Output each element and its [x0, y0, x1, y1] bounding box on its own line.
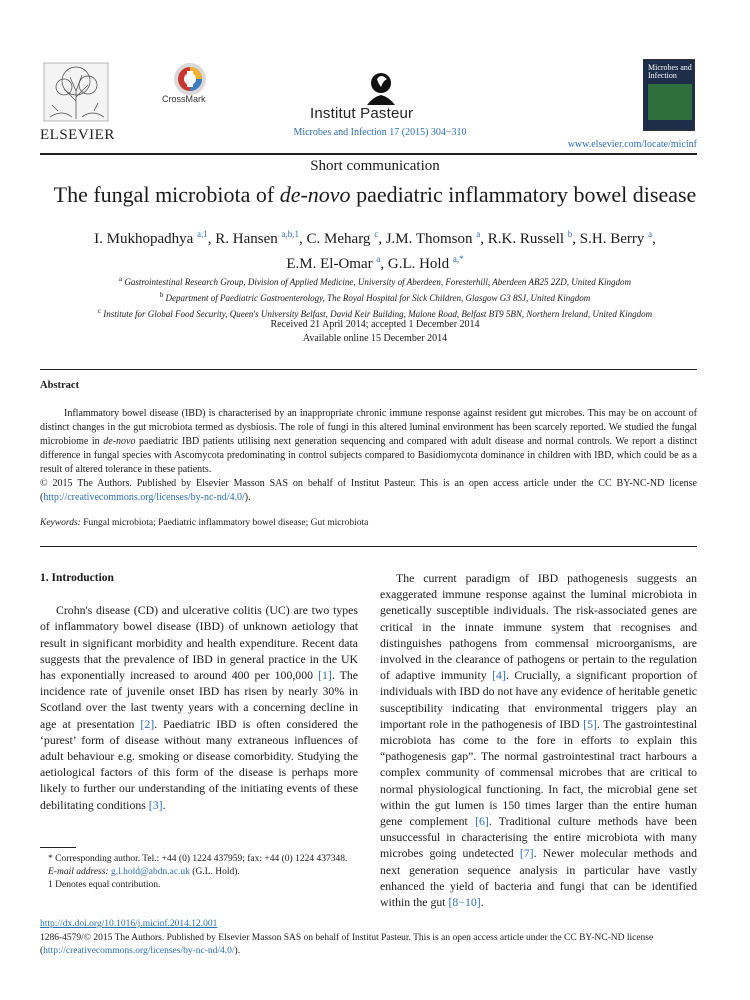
elsevier-tree-icon: [42, 61, 110, 123]
affiliation-sup: a: [119, 275, 123, 283]
elsevier-logo[interactable]: [40, 61, 115, 143]
body-text: . The incidence rate of juvenile onset IBD has risen by nearly 30% in Scotland over the last twenty years with a concerning decline in age at presentation: [40, 668, 358, 731]
author[interactable]: [388, 256, 464, 272]
equal-contribution-note: 1 Denotes equal contribution.: [48, 880, 161, 890]
journal-header: [40, 55, 697, 155]
author-sep: ,: [380, 256, 388, 272]
author-sup[interactable]: a,1: [197, 229, 208, 239]
received-date: Received 21 April 2014; accepted 1 December 2014: [270, 319, 480, 330]
body-text: . Traditional culture methods have been unsuccessful in characterising the entire microbiota with many microbes going undetected: [380, 814, 698, 861]
author-name: J.M. Thomson: [385, 231, 473, 247]
author-name: I. Mukhopadhya: [94, 231, 194, 247]
author[interactable]: [94, 231, 208, 247]
abstract-top-rule: [40, 369, 697, 370]
body-text: . The gastrointestinal microbiota has come to the fore in efforts to explain this “pathogenesis gap”. The normal gastrointestinal tract harbours a complex community of commensal microbes that are critical to normal physiological functioning. In fact, the microbial gene set within the gut lumen is 150 times larger than the entire human gene complement: [380, 716, 697, 829]
author-list: [50, 224, 700, 274]
author[interactable]: [488, 231, 573, 247]
citation-link[interactable]: [4]: [492, 668, 506, 683]
author-sup[interactable]: b: [567, 229, 573, 239]
crossmark-icon: [172, 61, 208, 97]
author-name: G.L. Hold: [387, 256, 450, 272]
author-name: S.H. Berry: [579, 231, 645, 247]
section-heading-introduction: 1. Introduction: [40, 572, 114, 584]
author[interactable]: [286, 256, 380, 272]
elsevier-wordmark: ELSEVIER: [40, 127, 115, 143]
author-name: C. Meharg: [306, 231, 371, 247]
cover-image: [648, 84, 692, 120]
corresponding-author-note: * Corresponding author. Tel.: +44 (0) 1224 437959; fax: +44 (0) 1224 437348.: [48, 854, 348, 864]
title-part: The fungal microbiota of: [53, 182, 280, 207]
abstract-paragraph: [40, 407, 697, 477]
issn-copyright: [40, 932, 700, 958]
affiliation-sup: b: [159, 291, 164, 299]
author-sep: ,: [480, 231, 488, 247]
author-sup[interactable]: c: [374, 229, 379, 239]
license-link[interactable]: http://creativecommons.org/licenses/by-nc-nd/4.0/: [43, 492, 245, 503]
author-name: R. Hansen: [215, 231, 278, 247]
body-text: The current paradigm of IBD pathogenesis suggests an exaggerated immune response against the luminal microbiota in genetically susceptible individuals. The risk-associated genes are critical in the innate immune system that recognises and distinguishes pathogens from commensal microorganisms, are involved in the clearance of pathogens or pertain to the regulation of adaptive immunity: [380, 571, 697, 683]
article-dates: [0, 318, 750, 346]
abstract-bottom-rule: [40, 546, 697, 547]
body-column-right: [380, 570, 697, 910]
footnote-rule: [40, 847, 76, 848]
author-name: R.K. Russell: [487, 231, 565, 247]
header-divider: [40, 153, 697, 155]
affiliation: [40, 289, 710, 305]
author[interactable]: [386, 231, 481, 247]
author-sep: ,: [572, 231, 580, 247]
cover-title: Microbes and Infection: [648, 63, 692, 80]
body-text: Crohn's disease (CD) and ulcerative colitis (UC) are two types of inflammatory bowel disease (IBD) of unknown aetiology that result in significant morbidity and health expenditure. Recent data suggests that the prevalence of IBD in general practice in the UK has exponentially increased to around 400 per 100,000: [40, 603, 358, 683]
abstract-heading: Abstract: [40, 380, 80, 391]
institut-pasteur-wordmark: Institut Pasteur: [310, 105, 414, 122]
crossmark-label: CrossMark: [162, 94, 206, 104]
author-sep: ,: [207, 231, 216, 247]
author-sep: ,: [652, 231, 656, 247]
body-text: . Paediatric IBD is often considered the ‘purest’ form of disease without many extraneous influences of adult behaviour e.g. smoking or disease comorbidity. Studying the aetiological factors of this form of the disease is perhaps more likely to further our understanding of the initiating events of these debilitating conditions: [40, 716, 358, 812]
doi-link[interactable]: http://dx.doi.org/10.1016/j.micinf.2014.12.001: [40, 919, 218, 929]
issn-text: 1286-4579/© 2015 The Authors. Published by Elsevier Masson SAS on behalf of Institut Pasteur. This is an open access article under the CC BY-NC-ND license (: [40, 933, 654, 956]
author-sup[interactable]: a: [648, 229, 653, 239]
affiliation-list: [40, 273, 710, 321]
author[interactable]: [307, 231, 379, 247]
email-label: E-mail address:: [48, 867, 109, 877]
abstract-copyright: [40, 477, 697, 505]
body-text: . Crucially, a significant proportion of individuals with IBD do not have any evidence of heritable genetic susceptibility indicating that environmental triggers play an important role in the pathogenesis of IBD: [380, 668, 697, 731]
author-sup[interactable]: a: [476, 229, 481, 239]
citation-link[interactable]: [8−10]: [448, 895, 481, 910]
title-part: paediatric inflammatory bowel disease: [350, 182, 697, 207]
affiliation-text: Institute for Global Food Security, Queen's University Belfast, David Keir Building, Malone Road, Belfast BT9 5BN, Northern Ireland, United Kingdom: [103, 309, 653, 319]
keywords-label: Keywords:: [40, 518, 81, 528]
abstract-body: [40, 407, 697, 505]
abstract-text: Inflammatory bowel disease (IBD) is characterised by an inappropriate chronic immune response against resident gut microbes. This may be on account of distinct changes in the gut microbiota termed as dysbiosis. The role of fungi in this altered luminal environment has been scarcely reported. We studied the fungal microbiome in: [40, 408, 697, 447]
footnotes: [40, 853, 358, 892]
article-type: Short communication: [310, 158, 440, 174]
journal-homepage-link[interactable]: www.elsevier.com/locate/micinf: [567, 139, 697, 150]
affiliation-text: Gastrointestinal Research Group, Division of Applied Medicine, University of Aberdeen, Foresterhill, Aberdeen AB25 2ZD, United Kingdom: [124, 277, 631, 287]
keywords: [40, 518, 368, 528]
author[interactable]: [580, 231, 652, 247]
body-paragraph: [380, 570, 697, 910]
citation-link[interactable]: [3]: [148, 797, 163, 812]
body-text: .: [162, 797, 166, 812]
citation-link[interactable]: [7]: [519, 846, 534, 861]
body-column-left: [40, 570, 358, 813]
author-sep: ,: [378, 231, 386, 247]
available-date: Available online 15 December 2014: [302, 333, 448, 344]
affiliation-sup: c: [97, 307, 102, 315]
affiliation-text: Department of Paediatric Gastroenterology, The Royal Hospital for Sick Children, Glasgow G3 8SJ, United Kingdom: [165, 293, 591, 303]
body-text: .: [480, 895, 484, 910]
author-name: E.M. El-Omar: [286, 256, 373, 272]
footer-license-link[interactable]: http://creativecommons.org/licenses/by-nc-nd/4.0/: [43, 946, 235, 956]
copyright-text: ).: [244, 492, 251, 503]
author-sup[interactable]: a,*: [452, 254, 464, 264]
copyright-text: © 2015 The Authors. Published by Elsevier Masson SAS on behalf of Institut Pasteur. This is an open access article under the CC BY-NC-ND license (: [40, 478, 697, 503]
journal-reference-link[interactable]: Microbes and Infection 17 (2015) 304−310: [293, 127, 467, 138]
abstract-italic: de-novo: [103, 436, 136, 447]
author-sep: ,: [299, 231, 307, 247]
article-title: [0, 182, 750, 208]
title-italic: de-novo: [279, 182, 351, 207]
body-paragraph: [40, 602, 358, 813]
journal-cover-thumbnail[interactable]: [643, 59, 695, 131]
email-link[interactable]: g.l.hold@abdn.ac.uk: [110, 867, 190, 877]
citation-link[interactable]: [1]: [318, 668, 332, 683]
body-text: . Newer molecular methods and next generation sequence analysis in particular have vastly enhanced the yield of bacteria and fungi that can be identified within the gut: [380, 846, 698, 910]
author[interactable]: [215, 231, 299, 247]
email-note: [40, 866, 358, 879]
keywords-list: Fungal microbiota; Paediatric inflammatory bowel disease; Gut microbiota: [83, 518, 369, 528]
author-sup[interactable]: a,b,1: [281, 229, 300, 239]
affiliation: [40, 273, 710, 289]
author-sup[interactable]: a: [376, 254, 381, 264]
pasteur-emblem-icon: [363, 71, 399, 107]
citation-link[interactable]: [6]: [475, 814, 489, 829]
email-suffix: (G.L. Hold).: [189, 867, 240, 877]
abstract-text: paediatric IBD patients utilising next generation sequencing and compared with adult disease and normal controls. We report a distinct difference in fungal species with Ascomycota predominating in control subjects compared to Basidiomycota dominance in children with IBD, which could be as a result of altered tolerance in these patients.: [40, 436, 697, 475]
issn-text: ).: [234, 946, 241, 956]
citation-link[interactable]: [5]: [583, 716, 597, 731]
citation-link[interactable]: [2]: [140, 716, 155, 731]
